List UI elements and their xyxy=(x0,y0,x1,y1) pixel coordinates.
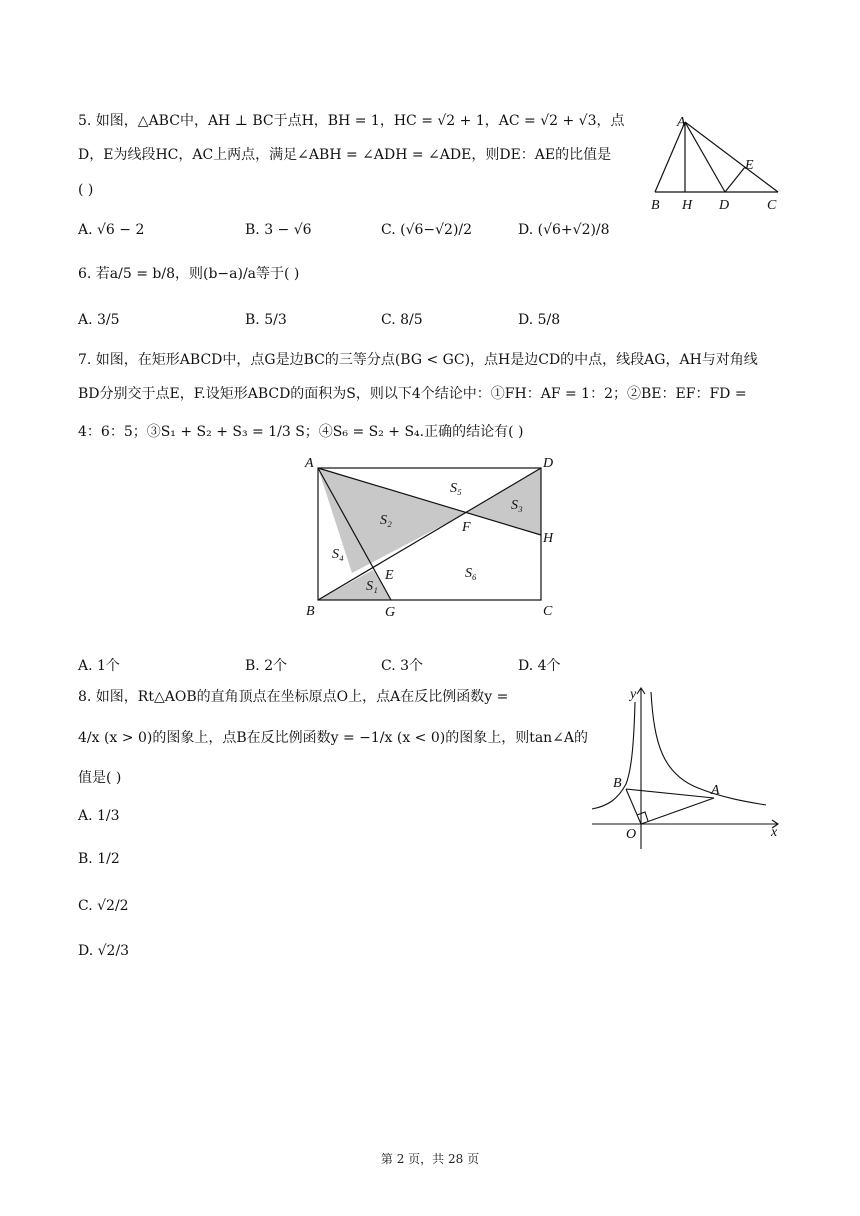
page-footer: 第 2 页，共 28 页 xyxy=(380,1152,480,1166)
q5-option-d[interactable]: D. (√6+√2)/8 xyxy=(518,222,610,238)
q8-label-a: A xyxy=(711,783,720,798)
q5-line3: ( ) xyxy=(78,182,94,198)
q8-coordinate-figure xyxy=(588,684,784,854)
q5-label-b: B xyxy=(651,198,660,213)
q7-rectangle-figure xyxy=(298,452,568,624)
q5-line1: 5. 如图，△ABC中，AH ⊥ BC于点H，BH = 1，HC = √2 + 1，AC = √2 + √3，点 xyxy=(78,113,625,129)
q8-option-d[interactable]: D. √2/3 xyxy=(78,943,130,959)
q8-line1: 8. 如图，Rt△AOB的直角顶点在坐标原点O上，点A在反比例函数y = xyxy=(78,689,509,705)
q8-label-x: x xyxy=(771,825,778,840)
q7-label-b: B xyxy=(306,604,315,619)
q5-line2: D，E为线段HC，AC上两点，满足∠ABH = ∠ADH = ∠ADE，则DE：AE的比值是 xyxy=(78,147,612,163)
q7-label-e: E xyxy=(385,568,394,583)
q7-label-a: A xyxy=(305,456,314,471)
q6-option-a[interactable]: A. 3/5 xyxy=(78,312,120,328)
q7-region-s1 xyxy=(318,570,391,600)
q8-option-a[interactable]: A. 1/3 xyxy=(78,808,120,824)
q7-label-g: G xyxy=(385,605,396,620)
q6-option-c[interactable]: C. 8/5 xyxy=(381,312,423,328)
q7-line3: 4：6：5；③S₁ + S₂ + S₃ = 1/3 S；④S₆ = S₂ + S₄.正确的结论有( ) xyxy=(78,424,524,440)
q5-label-c: C xyxy=(767,198,777,213)
q6-option-d[interactable]: D. 5/8 xyxy=(518,312,561,328)
q8-label-b: B xyxy=(613,776,622,791)
q5-triangle-figure xyxy=(645,110,785,216)
q7-option-c[interactable]: C. 3个 xyxy=(381,658,424,674)
q7-label-s2: S₂ xyxy=(380,513,392,528)
q5-option-c[interactable]: C. (√6−√2)/2 xyxy=(381,222,473,238)
q7-region-s3 xyxy=(466,468,541,535)
q7-label-s6: S₆ xyxy=(465,566,477,581)
q7-option-d[interactable]: D. 4个 xyxy=(518,658,561,674)
q8-option-c[interactable]: C. √2/2 xyxy=(78,898,129,914)
q5-label-a: A xyxy=(677,115,686,130)
q7-label-s1: S₁ xyxy=(366,579,378,594)
q7-label-s3: S₃ xyxy=(511,498,523,513)
q7-line2: BD分别交于点E，F.设矩形ABCD的面积为S，则以下4个结论中：①FH：AF = 1：2；②BE：EF：FD = xyxy=(78,386,747,402)
q7-label-h: H xyxy=(543,531,554,546)
q5-option-b[interactable]: B. 3 − √6 xyxy=(245,222,312,238)
q8-label-y: y xyxy=(630,687,637,702)
q7-option-b[interactable]: B. 2个 xyxy=(245,658,288,674)
q7-line1: 7. 如图，在矩形ABCD中，点G是边BC的三等分点(BG < GC)，点H是边CD的中点，线段AG，AH与对角线 xyxy=(78,352,758,368)
q7-label-f: F xyxy=(462,520,471,535)
q6-option-b[interactable]: B. 5/3 xyxy=(245,312,287,328)
q7-label-s5: S₅ xyxy=(450,481,462,496)
q8-line3: 值是( ) xyxy=(78,770,122,786)
q6-line1: 6. 若a/5 = b/8，则(b−a)/a等于( ) xyxy=(78,266,300,282)
q7-label-c: C xyxy=(543,604,553,619)
q7-label-s4: S₄ xyxy=(332,547,344,562)
q7-option-a[interactable]: A. 1个 xyxy=(78,658,120,674)
q7-label-d: D xyxy=(543,456,554,471)
q8-label-o: O xyxy=(626,827,637,842)
q5-label-d: D xyxy=(719,198,730,213)
q5-option-a[interactable]: A. √6 − 2 xyxy=(78,222,145,238)
q5-label-e: E xyxy=(745,158,754,173)
q8-option-b[interactable]: B. 1/2 xyxy=(78,851,120,867)
q8-line2: 4/x (x > 0)的图象上，点B在反比例函数y = −1/x (x < 0)的图象上，则tan∠A的 xyxy=(78,730,589,746)
q5-label-h: H xyxy=(682,198,693,213)
